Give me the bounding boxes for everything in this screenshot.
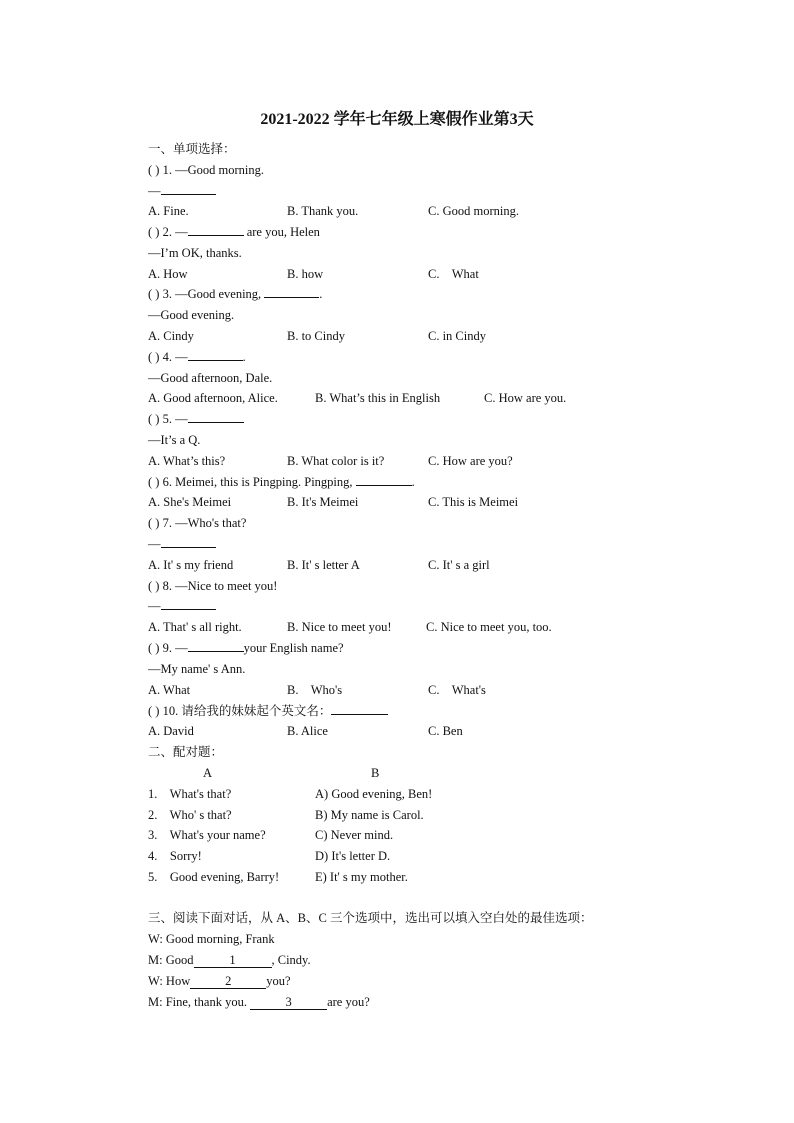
q9-option-c: C. What's: [428, 683, 486, 697]
q8-option-a: A. That' s all right.: [148, 620, 242, 634]
match-right-c: C) Never mind.: [315, 828, 394, 842]
q3-reply: —Good evening.: [148, 308, 235, 322]
q1-option-b: B. Thank you.: [287, 204, 359, 218]
answer-blank[interactable]: [331, 701, 388, 715]
dialogue-line-4: M: Fine, thank you. 3 are you?: [148, 995, 370, 1009]
q10-option-c: C. Ben: [428, 724, 463, 738]
q6-option-c: C. This is Meimei: [428, 495, 519, 509]
answer-blank[interactable]: [188, 409, 244, 423]
q8-prompt: ( ) 8. —Nice to meet you!: [148, 579, 278, 593]
reading-blank-3[interactable]: 3: [250, 995, 327, 1010]
q3-prompt: ( ) 3. —Good evening, .: [148, 284, 322, 304]
q1-reply: —: [148, 181, 216, 201]
q5-prompt: ( ) 5. —: [148, 409, 244, 429]
answer-blank[interactable]: [161, 596, 216, 610]
q4-reply: —Good afternoon, Dale.: [148, 371, 273, 385]
answer-blank[interactable]: [188, 347, 243, 361]
q1-prompt: ( ) 1. —Good morning.: [148, 163, 264, 177]
q5-reply: —It’s a Q.: [148, 433, 201, 447]
column-a-header: A: [203, 766, 213, 780]
q4-option-c: C. How are you.: [484, 391, 567, 405]
q8-option-b: B. Nice to meet you!: [287, 620, 392, 634]
q10-option-a: A. David: [148, 724, 194, 738]
answer-blank[interactable]: [161, 181, 216, 195]
q3-option-b: B. to Cindy: [287, 329, 345, 343]
dialogue-line-1: W: Good morning, Frank: [148, 932, 275, 946]
q2-option-c: C. What: [428, 267, 479, 281]
q9-reply: —My name' s Ann.: [148, 662, 246, 676]
reading-blank-1[interactable]: 1: [194, 953, 272, 968]
answer-blank[interactable]: [188, 222, 244, 236]
q7-option-c: C. It' s a girl: [428, 558, 490, 572]
dialogue-line-3: W: How 2 you?: [148, 974, 291, 988]
match-right-d: D) It's letter D.: [315, 849, 391, 863]
match-left-1: 1. What's that?: [148, 787, 232, 801]
match-right-b: B) My name is Carol.: [315, 808, 424, 822]
page-title: 2021-2022 学年七年级上寒假作业第3天: [260, 111, 534, 128]
answer-blank[interactable]: [264, 284, 319, 298]
column-b-header: B: [371, 766, 380, 780]
dialogue-line-2: M: Good 1 , Cindy.: [148, 953, 311, 967]
match-right-e: E) It' s my mother.: [315, 870, 408, 884]
match-left-3: 3. What's your name?: [148, 828, 266, 842]
q9-option-a: A. What: [148, 683, 191, 697]
section2-heading: 二、配对题：: [148, 745, 224, 759]
q3-option-a: A. Cindy: [148, 329, 194, 343]
section1-heading: 一、单项选择：: [148, 142, 236, 156]
answer-blank[interactable]: [356, 472, 412, 486]
q4-prompt: ( ) 4. — .: [148, 347, 246, 367]
q1-option-a: A. Fine.: [148, 204, 189, 218]
answer-blank[interactable]: [161, 534, 216, 548]
q8-reply: —: [148, 596, 216, 616]
q4-option-b: B. What’s this in English: [315, 391, 441, 405]
q6-option-a: A. She's Meimei: [148, 495, 232, 509]
match-left-4: 4. Sorry!: [148, 849, 202, 863]
answer-blank[interactable]: [188, 638, 244, 652]
q2-prompt: ( ) 2. — are you, Helen: [148, 222, 320, 242]
q5-option-a: A. What’s this?: [148, 454, 226, 468]
q2-option-a: A. How: [148, 267, 188, 281]
q10-option-b: B. Alice: [287, 724, 328, 738]
q10-prompt: ( ) 10. 请给我的妹妹起个英文名：: [148, 701, 388, 721]
q9-prompt: ( ) 9. — your English name?: [148, 638, 344, 658]
q7-reply: —: [148, 534, 216, 554]
q6-prompt: ( ) 6. Meimei, this is Pingping. Pingping, .: [148, 472, 415, 492]
q7-option-a: A. It' s my friend: [148, 558, 234, 572]
q8-option-c: C. Nice to meet you, too.: [426, 620, 552, 634]
q5-option-b: B. What color is it?: [287, 454, 385, 468]
q4-option-a: A. Good afternoon, Alice.: [148, 391, 278, 405]
q7-option-b: B. It' s letter A: [287, 558, 360, 572]
q2-option-b: B. how: [287, 267, 324, 281]
match-right-a: A) Good evening, Ben!: [315, 787, 433, 801]
q2-reply: —I’m OK, thanks.: [148, 246, 242, 260]
section3-heading: 三、阅读下面对话，从 A、B、C 三个选项中，选出可以填入空白处的最佳选项：: [148, 911, 593, 925]
q6-option-b: B. It's Meimei: [287, 495, 359, 509]
q9-option-b: B. Who's: [287, 683, 343, 697]
match-left-5: 5. Good evening, Barry!: [148, 870, 280, 884]
q7-prompt: ( ) 7. —Who's that?: [148, 516, 247, 530]
q3-option-c: C. in Cindy: [428, 329, 486, 343]
q1-option-c: C. Good morning.: [428, 204, 519, 218]
q5-option-c: C. How are you?: [428, 454, 513, 468]
reading-blank-2[interactable]: 2: [190, 974, 266, 989]
match-left-2: 2. Who' s that?: [148, 808, 232, 822]
